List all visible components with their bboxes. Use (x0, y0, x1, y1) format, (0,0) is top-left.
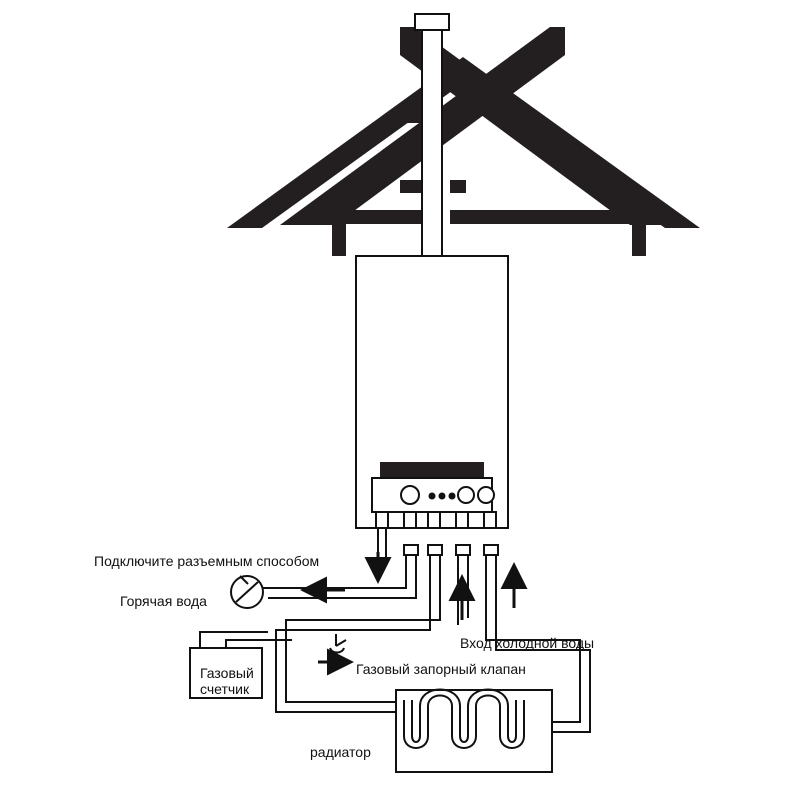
label-radiator: радиатор (310, 744, 371, 760)
label-connect-detachable: Подключите разъемным способом (94, 553, 320, 569)
pipe-unions (404, 545, 498, 555)
label-cold-water-inlet: Вход холодной воды (460, 635, 595, 651)
label-gas-shutoff-valve: Газовый запорный клапан (356, 661, 526, 677)
circulation-pump-valve (231, 576, 263, 608)
label-gas-meter: Газовый счетчик (200, 665, 254, 698)
serpentine-radiator (396, 690, 552, 773)
gas-shutoff-valve-symbol (330, 634, 346, 653)
boiler-body (356, 256, 508, 528)
label-hot-water: Горячая вода (120, 593, 207, 609)
house-roof (227, 27, 700, 256)
